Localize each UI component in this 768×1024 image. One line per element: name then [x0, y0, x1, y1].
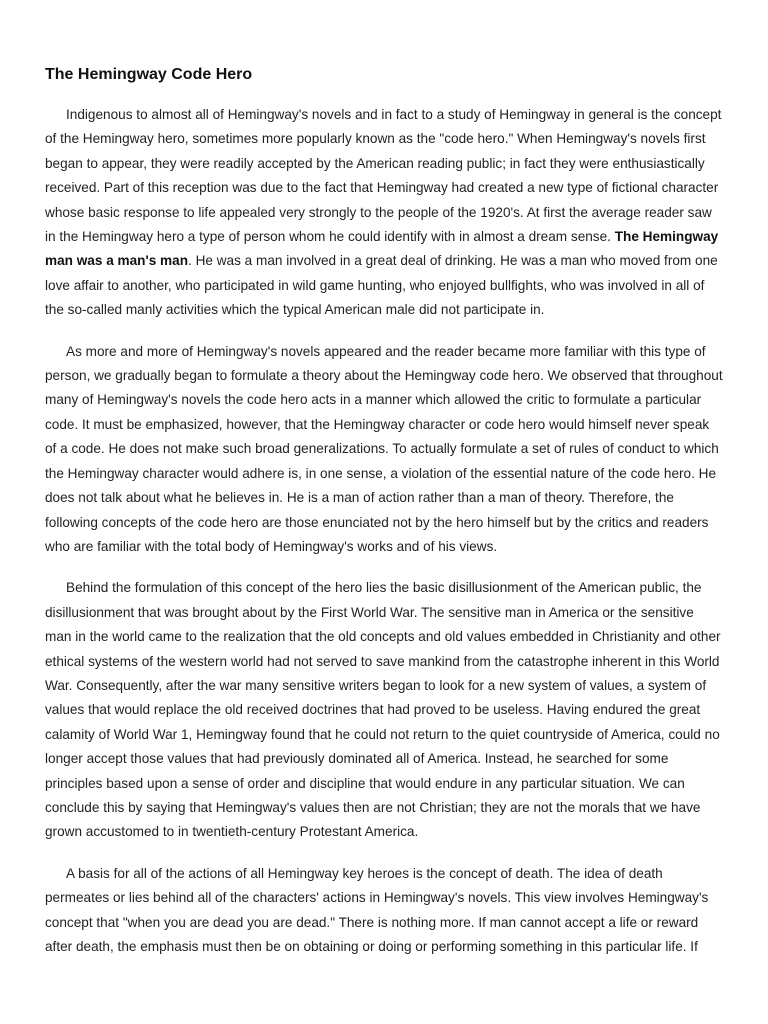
paragraph-1-bold-phrase: The Hemingway man was a man's man	[45, 229, 719, 269]
paragraph-4: A basis for all of the actions of all Hemingway key heroes is the concept of death. The idea of death permeates or lies behind all of the characters' actions in Hemingway's novels. This view involves Hemingway's concept that "when you are dead you are dead." There is nothing more. If man cannot accept a life or reward after death, the emphasis must then be on obtaining or doing or performing something in this particular life. If	[45, 865, 709, 954]
paragraph-2: As more and more of Hemingway's novels appeared and the reader became more familiar with this type of person, we gradually began to formulate a theory about the Hemingway code hero. We observed that throughout many of Hemingway's novels the code hero acts in a manner which allowed the critic to formulate a particular code. It must be emphasized, however, that the Hemingway character or code hero would himself never speak of a code. He does not make such broad generalizations. To actually formulate a set of rules of conduct to which the Hemingway character would adhere is, in one sense, a violation of the essential nature of the code hero. He does not talk about what he believes in. He is a man of action rather than a man of theory. Therefore, the following concepts of the code hero are those enunciated not by the hero himself but by the critics and readers who are familiar with the total body of Hemingway's works and of his views.	[45, 343, 723, 554]
paragraph-1-text-end: . He was a man involved in a great deal of drinking. He was a man who moved from one love affair to another, who participated in wild game hunting, who enjoyed bullfights, who was involved in all of the so-called manly activities which the typical American male did not participate in.	[45, 253, 718, 318]
document-page	[45, 64, 723, 976]
paragraph-1-text-start: Indigenous to almost all of Hemingway's novels and in fact to a study of Hemingway in general is the concept of the Hemingway hero, sometimes more popularly known as the "code hero." When Hemingway's novels first began to appear, they were readily accepted by the American reading public; in fact they were enthusiastically received. Part of this reception was due to the fact that Hemingway had created a new type of fictional character whose basic response to life appealed very strongly to the people of the 1920's. At first the average reader saw in the Hemingway hero a type of person whom he could identify with in almost a dream sense.	[45, 107, 722, 245]
paragraph-3: Behind the formulation of this concept of the hero lies the basic disillusionment of the American public, the disillusionment that was brought about by the First World War. The sensitive man in America or the sensitive man in the world came to the realization that the old concepts and old values embedded in Christianity and other ethical systems of the western world had not served to save mankind from the catastrophe inherent in this World War. Consequently, after the war many sensitive writers began to look for a new system of values, a system of values that would replace the old received doctrines that had proved to be useless. Having endured the great calamity of World War 1, Hemingway found that he could not return to the quiet countryside of America, could no longer accept those values that had previously dominated all of America. Instead, he searched for some principles based upon a sense of order and discipline that would endure in any particular situation. We can conclude this by saying that Hemingway's values then are not Christian; they are not the morals that we have grown accustomed to in twentieth-century Protestant America.	[45, 580, 721, 840]
paragraph-1	[45, 103, 723, 323]
document-title: The Hemingway Code Hero	[45, 66, 253, 83]
